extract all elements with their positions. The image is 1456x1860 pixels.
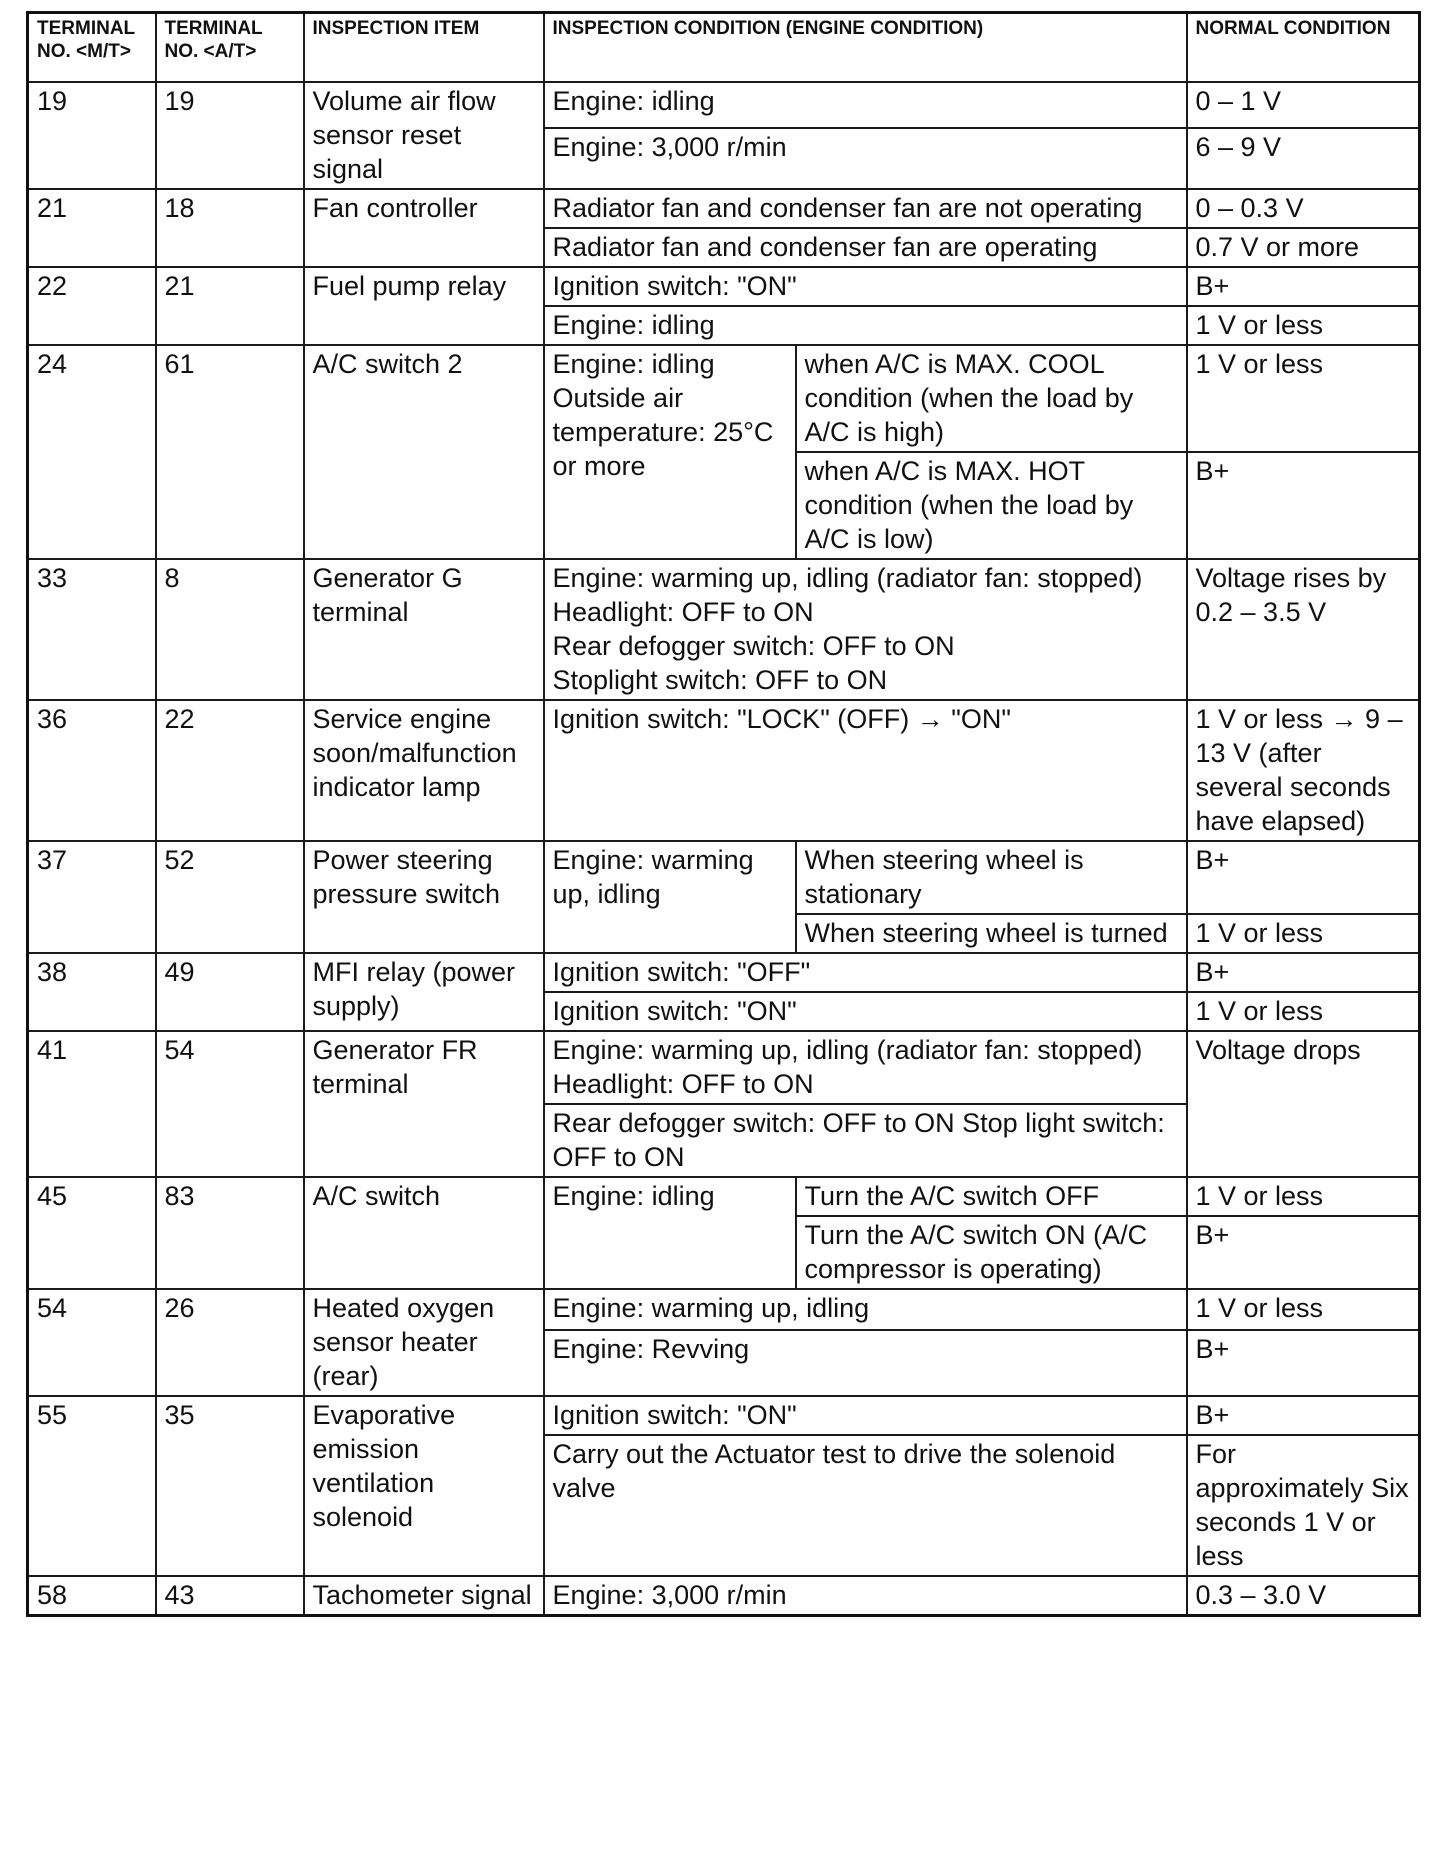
condition-cell: Radiator fan and condenser fan are not operating [544, 189, 1187, 228]
header-inspection-condition: INSPECTION CONDITION (ENGINE CONDITION) [544, 13, 1187, 83]
inspection-item-cell: A/C switch [304, 1177, 544, 1289]
header-row [28, 13, 1420, 83]
condition-cell [544, 559, 1187, 700]
table-row [28, 700, 1420, 841]
normal-cell: 1 V or less → 9 – 13 V (after several seconds have elapsed) [1187, 700, 1420, 841]
terminal-mt-cell: 37 [28, 841, 156, 953]
condition-line: Stoplight switch: OFF to ON [552, 665, 888, 695]
terminal-at-cell: 83 [156, 1177, 304, 1289]
condition-cell: Engine: warming up, idling (radiator fan: stopped) Headlight: OFF to ON [544, 1031, 1187, 1104]
inspection-item-cell: Power steering pressure switch [304, 841, 544, 953]
terminal-at-cell: 19 [156, 82, 304, 189]
inspection-item-cell: MFI relay (power supply) [304, 953, 544, 1031]
normal-cell: 1 V or less [1187, 1289, 1420, 1330]
terminal-mt-cell: 21 [28, 189, 156, 267]
sub-condition-cell: Turn the A/C switch ON (A/C compressor is operating) [796, 1216, 1187, 1289]
normal-cell: 6 – 9 V [1187, 128, 1420, 189]
normal-cell: For approximately Six seconds 1 V or less [1187, 1435, 1420, 1576]
normal-cell: B+ [1187, 841, 1420, 914]
normal-cell: B+ [1187, 1216, 1420, 1289]
normal-cell: Voltage rises by 0.2 – 3.5 V [1187, 559, 1420, 700]
condition-cell: Engine: idling [544, 82, 1187, 128]
terminal-mt-cell: 54 [28, 1289, 156, 1396]
table-row [28, 953, 1420, 992]
inspection-item-cell: Generator G terminal [304, 559, 544, 700]
condition-cell: Engine: warming up, idling [544, 841, 796, 953]
terminal-at-cell: 21 [156, 267, 304, 345]
inspection-item-cell: Volume air flow sensor reset signal [304, 82, 544, 189]
condition-cell: Ignition switch: "ON" [544, 1396, 1187, 1435]
header-terminal-mt: TERMINAL NO. <M/T> [28, 13, 156, 83]
normal-cell: B+ [1187, 1396, 1420, 1435]
inspection-item-cell: Service engine soon/malfunction indicator lamp [304, 700, 544, 841]
normal-cell: B+ [1187, 452, 1420, 559]
table-row [28, 1031, 1420, 1104]
table-row [28, 345, 1420, 452]
terminal-mt-cell: 24 [28, 345, 156, 559]
table-row [28, 82, 1420, 128]
terminal-at-cell: 54 [156, 1031, 304, 1177]
terminal-at-cell: 18 [156, 189, 304, 267]
normal-cell: 1 V or less [1187, 345, 1420, 452]
normal-cell: B+ [1187, 953, 1420, 992]
table-row [28, 267, 1420, 306]
inspection-item-cell: Heated oxygen sensor heater (rear) [304, 1289, 544, 1396]
condition-cell: Ignition switch: "LOCK" (OFF) → "ON" [544, 700, 1187, 841]
normal-cell: 0 – 1 V [1187, 82, 1420, 128]
normal-cell: 0 – 0.3 V [1187, 189, 1420, 228]
condition-cell: Ignition switch: "ON" [544, 267, 1187, 306]
terminal-mt-cell: 22 [28, 267, 156, 345]
condition-cell: Engine: 3,000 r/min [544, 128, 1187, 189]
condition-cell: Engine: 3,000 r/min [544, 1576, 1187, 1616]
inspection-table-wrapper [26, 11, 1421, 1617]
condition-line: Engine: warming up, idling (radiator fan: stopped) [552, 563, 1143, 593]
terminal-at-cell: 35 [156, 1396, 304, 1576]
sub-condition-cell: when A/C is MAX. HOT condition (when the load by A/C is low) [796, 452, 1187, 559]
terminal-at-cell: 61 [156, 345, 304, 559]
terminal-at-cell: 49 [156, 953, 304, 1031]
condition-cell: Rear defogger switch: OFF to ON Stop light switch: OFF to ON [544, 1104, 1187, 1177]
terminal-mt-cell: 36 [28, 700, 156, 841]
terminal-mt-cell: 41 [28, 1031, 156, 1177]
condition-cell: Radiator fan and condenser fan are operating [544, 228, 1187, 267]
normal-cell: 1 V or less [1187, 914, 1420, 953]
terminal-at-cell: 43 [156, 1576, 304, 1616]
inspection-item-cell: Tachometer signal [304, 1576, 544, 1616]
terminal-at-cell: 26 [156, 1289, 304, 1396]
normal-cell: B+ [1187, 1330, 1420, 1396]
sub-condition-cell: Turn the A/C switch OFF [796, 1177, 1187, 1216]
terminal-at-cell: 22 [156, 700, 304, 841]
normal-cell: 1 V or less [1187, 992, 1420, 1031]
condition-line: Rear defogger switch: OFF to ON [552, 631, 955, 661]
table-row [28, 1396, 1420, 1435]
table-row [28, 1576, 1420, 1616]
normal-cell: 0.7 V or more [1187, 228, 1420, 267]
normal-cell: 1 V or less [1187, 306, 1420, 345]
condition-cell: Engine: idling [544, 306, 1187, 345]
terminal-mt-cell: 33 [28, 559, 156, 700]
table-row [28, 841, 1420, 914]
inspection-table [26, 11, 1421, 1617]
terminal-mt-cell: 55 [28, 1396, 156, 1576]
inspection-item-cell: Evaporative emission ventilation solenoid [304, 1396, 544, 1576]
condition-cell: Engine: idling [544, 1177, 796, 1289]
sub-condition-cell: when A/C is MAX. COOL condition (when the load by A/C is high) [796, 345, 1187, 452]
header-terminal-at: TERMINAL NO. <A/T> [156, 13, 304, 83]
terminal-mt-cell: 38 [28, 953, 156, 1031]
normal-cell: Voltage drops [1187, 1031, 1420, 1177]
normal-cell: B+ [1187, 267, 1420, 306]
condition-cell: Ignition switch: "ON" [544, 992, 1187, 1031]
table-row [28, 1289, 1420, 1330]
inspection-item-cell: Generator FR terminal [304, 1031, 544, 1177]
sub-condition-cell: When steering wheel is turned [796, 914, 1187, 953]
sub-condition-cell: When steering wheel is stationary [796, 841, 1187, 914]
terminal-mt-cell: 19 [28, 82, 156, 189]
header-normal-condition: NORMAL CONDITION [1187, 13, 1420, 83]
condition-cell: Ignition switch: "OFF" [544, 953, 1187, 992]
condition-cell: Carry out the Actuator test to drive the solenoid valve [544, 1435, 1187, 1576]
table-row [28, 189, 1420, 228]
table-row [28, 559, 1420, 700]
inspection-item-cell: A/C switch 2 [304, 345, 544, 559]
condition-line: Headlight: OFF to ON [552, 597, 814, 627]
terminal-at-cell: 52 [156, 841, 304, 953]
terminal-at-cell: 8 [156, 559, 304, 700]
header-inspection-item: INSPECTION ITEM [304, 13, 544, 83]
condition-cell: Engine: Revving [544, 1330, 1187, 1396]
condition-cell: Engine: warming up, idling [544, 1289, 1187, 1330]
condition-cell: Engine: idling Outside air temperature: 25°C or more [544, 345, 796, 559]
table-row [28, 1177, 1420, 1216]
normal-cell: 0.3 – 3.0 V [1187, 1576, 1420, 1616]
inspection-item-cell: Fan controller [304, 189, 544, 267]
inspection-item-cell: Fuel pump relay [304, 267, 544, 345]
terminal-mt-cell: 45 [28, 1177, 156, 1289]
terminal-mt-cell: 58 [28, 1576, 156, 1616]
normal-cell: 1 V or less [1187, 1177, 1420, 1216]
